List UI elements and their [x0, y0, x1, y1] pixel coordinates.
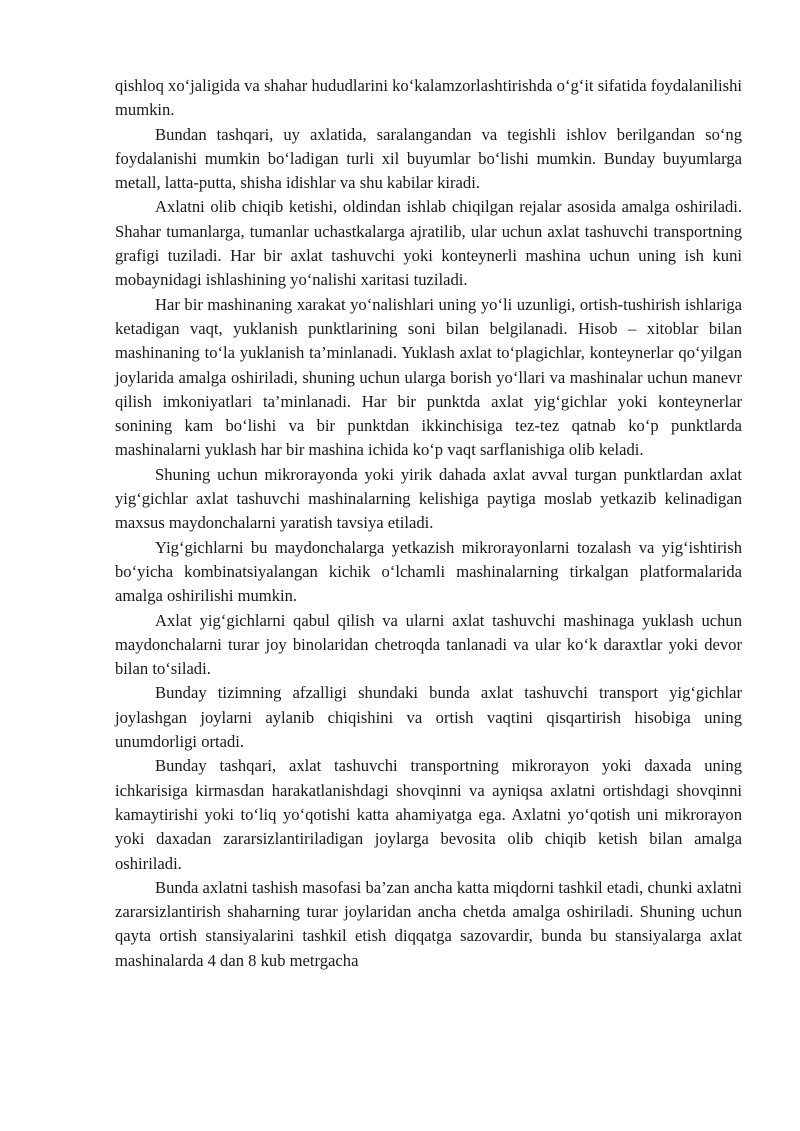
paragraph: Shuning uchun mikrorayonda yoki yirik dahada axlat avval turgan punktlardan axlat yig‘gichlar axlat tashuvchi mashinalarning kelishiga paytiga moslab yetkazib kelinadigan maxsus maydonchalarni yaratish tavsiya etiladi.: [115, 464, 742, 533]
paragraph: Bunday tizimning afzalligi shundaki bunda axlat tashuvchi transport yig‘gichlar joylashgan joylarni aylanib chiqishini va ortish vaqtini qisqartirish hisobiga uning unumdorligi ortadi.: [115, 683, 742, 752]
paragraph: Bundan tashqari, uy axlatida, saralangandan va tegishli ishlov berilgandan so‘ng foydalanishi mumkin bo‘ladigan turli xil buyumlar bo‘lishi mumkin. Bunday buyumlarga metall, latta-putta, shisha idishlar va shu kabilar kiradi.: [115, 124, 742, 193]
paragraph: Bunday tashqari, axlat tashuvchi transportning mikrorayon yoki daxada uning ichkarisiga kirmasdan harakatlanishdagi shovqinni va ayniqsa axlatni ortishdagi shovqinni kamaytirishi yoki to‘liq yo‘qotishi katta ahamiyatga ega. Axlatni yo‘qotish uni mikrorayon yoki daxadan zararsizlantiriladigan joylarga bevosita olib chiqib ketish bilan amalga oshiriladi.: [115, 756, 742, 873]
paragraph: Axlatni olib chiqib ketishi, oldindan ishlab chiqilgan rejalar asosida amalga oshiriladi. Shahar tumanlarga, tumanlar uchastkalarga ajratilib, ular uchun axlat tashuvchi transportning grafigi tuziladi. Har bir axlat tashuvchi yoki konteynerli mashina uchun uning ish kuni mobaynidagi ishlashining yo‘nalishi xaritasi tuziladi.: [115, 197, 742, 290]
paragraph: Axlat yig‘gichlarni qabul qilish va ularni axlat tashuvchi mashinaga yuklash uchun maydonchalarni turar joy binolaridan chetroqda tanlanadi va ular ko‘k daraxtlar yoki devor bilan to‘siladi.: [115, 610, 742, 679]
document-page: [115, 74, 742, 973]
paragraph: Bunda axlatni tashish masofasi ba’zan ancha katta miqdorni tashkil etadi, chunki axlatni zararsizlantirish shaharning turar joylaridan ancha chetda amalga oshiriladi. Shuning uchun qayta ortish stansiyalarini tashkil etish diqqatga sazovardir, bunda bu stansiyalarga axlat mashinalarda 4 dan 8 kub metrgacha: [115, 877, 742, 970]
paragraph: qishloq xo‘jaligida va shahar hududlarini ko‘kalamzorlashtirishda o‘g‘it sifatida foydalanilishi mumkin.: [115, 76, 742, 120]
paragraph: Yig‘gichlarni bu maydonchalarga yetkazish mikrorayonlarni tozalash va yig‘ishtirish bo‘yicha kombinatsiyalangan kichik o‘lchamli mashinalarning tirkalgan platformalarida amalga oshirilishi mumkin.: [115, 537, 742, 606]
paragraph: Har bir mashinaning xarakat yo‘nalishlari uning yo‘li uzunligi, ortish-tushirish ishlariga ketadigan vaqt, yuklanish punktlarining soni bilan belgilanadi. Hisob – xitoblar bilan mashinaning to‘la yuklanish ta’minlanadi. Yuklash axlat to‘plagichlar, konteynerlar qo‘yilgan joylarida amalga oshiriladi, shuning uchun ularga borish yo‘llari va mashinalar uchun manevr qilish imkoniyatlari ta’minlanadi. Har bir punktda axlat yig‘gichlar yoki konteynerlar sonining kam bo‘lishi va bir punktdan ikkinchisiga tez-tez qatnab ko‘p punktlarda mashinalarni yuklash har bir mashina ichida ko‘p vaqt sarflanishiga olib keladi.: [115, 294, 742, 460]
